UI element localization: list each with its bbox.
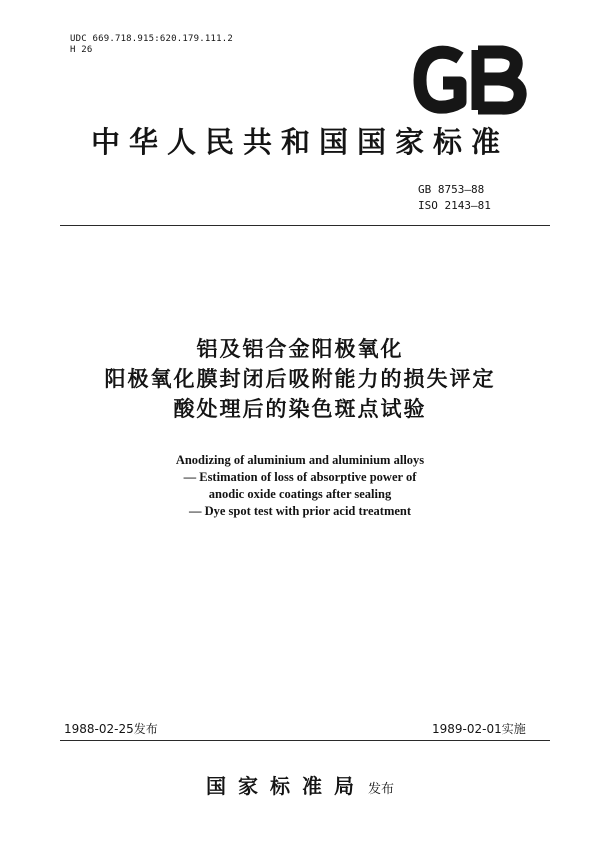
publisher xyxy=(0,770,600,799)
gb-logo xyxy=(410,40,530,120)
gb-number: GB 8753—88 xyxy=(418,183,485,196)
standard-numbers xyxy=(418,182,491,214)
udc-block xyxy=(70,34,233,56)
logo-b-shape xyxy=(478,50,520,110)
iso-number: ISO 2143—81 xyxy=(418,199,491,212)
subject-en-line-4: — Dye spot test with prior acid treatment xyxy=(188,504,412,518)
subject-title-en xyxy=(0,452,600,520)
top-divider xyxy=(60,225,550,226)
subject-en-line-1: Anodizing of aluminium and aluminium alloys xyxy=(175,453,425,467)
implementation-date: 1989-02-01实施 xyxy=(432,722,526,736)
subject-line-2: 阳极氧化膜封闭后吸附能力的损失评定 xyxy=(104,367,496,391)
udc-code: UDC 669.718.915:620.179.111.2 xyxy=(70,34,233,44)
bottom-divider xyxy=(60,740,550,741)
subject-en-line-2: — Estimation of loss of absorptive power of xyxy=(183,470,417,484)
document-title-cn: 中华人民共和国国家标准 xyxy=(90,125,509,159)
subject-en-line-3: anodic oxide coatings after sealing xyxy=(208,487,392,501)
issue-date: 1988-02-25发布 xyxy=(64,722,158,736)
publisher-name: 国家标准局 xyxy=(205,774,366,798)
classification-code: H 26 xyxy=(70,45,93,55)
logo-g-shape xyxy=(420,52,460,107)
subject-line-3: 酸处理后的染色斑点试验 xyxy=(173,397,427,421)
subject-line-1: 铝及铝合金阳极氧化 xyxy=(196,337,404,361)
subject-title-cn xyxy=(0,334,600,424)
publisher-suffix: 发布 xyxy=(367,782,394,797)
